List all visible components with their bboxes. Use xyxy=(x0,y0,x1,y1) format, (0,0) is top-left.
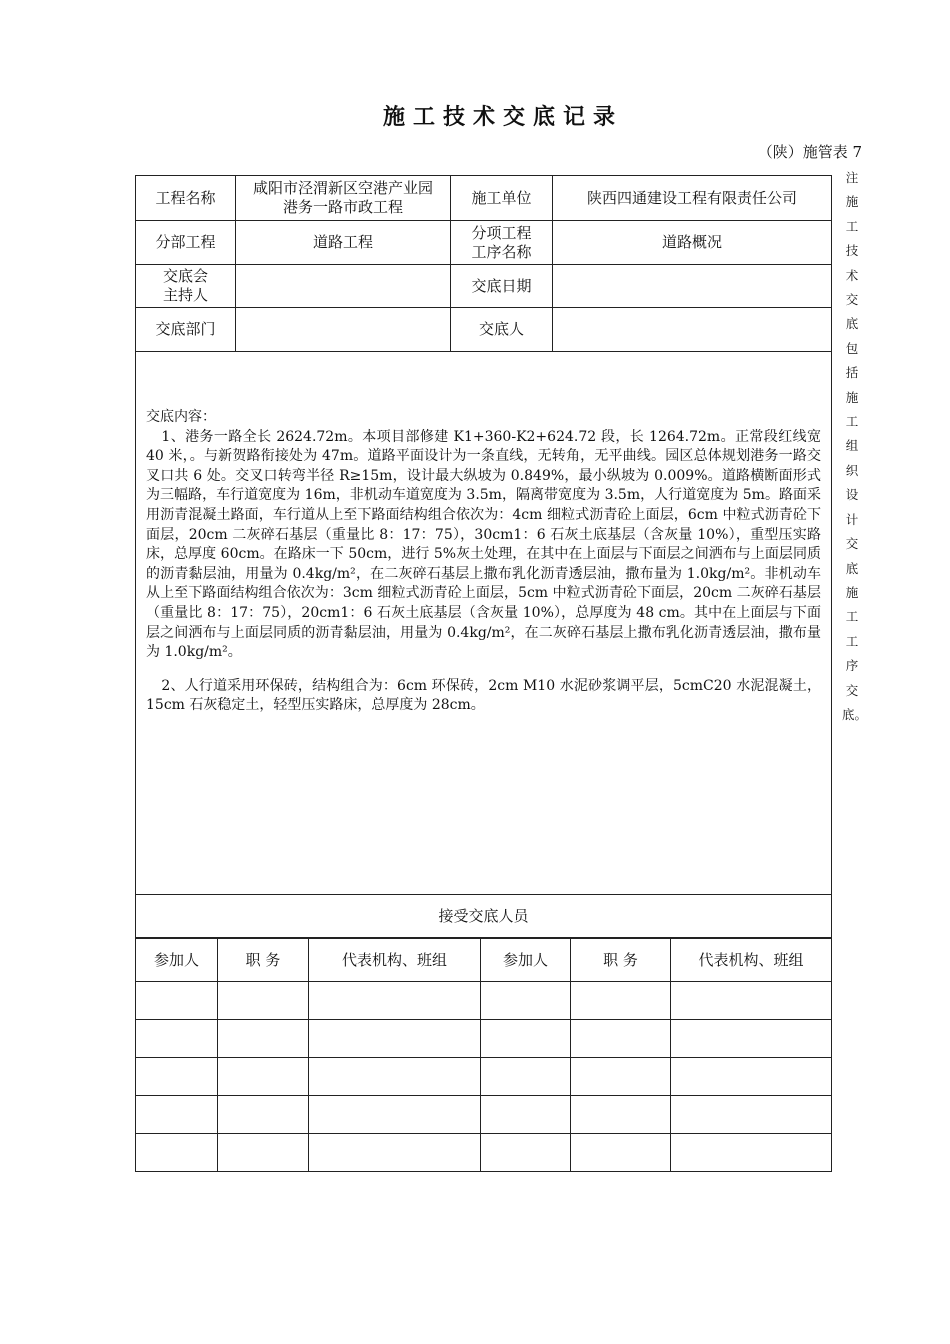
date-value[interactable] xyxy=(553,265,832,308)
recipients-section-label: 接受交底人员 xyxy=(136,895,832,939)
table-row xyxy=(136,895,832,939)
table-row xyxy=(136,1134,832,1172)
project-name-label: 工程名称 xyxy=(136,176,236,221)
position-cell[interactable] xyxy=(218,1020,309,1058)
table-row xyxy=(136,982,832,1020)
department-value[interactable] xyxy=(236,308,451,352)
table-row xyxy=(136,1058,832,1096)
content-paragraph-2: 2、人行道采用环保砖，结构组合为：6cm 环保砖，2cm M10 水泥砂浆调平层，5cmC20 水泥混凝土，15cm 石灰稳定土，轻型压实路床，总厚度为 28cm。 xyxy=(146,677,821,714)
organization-cell[interactable] xyxy=(309,1058,481,1096)
organization-cell[interactable] xyxy=(671,1058,832,1096)
header-organization: 代表机构、班组 xyxy=(309,938,481,982)
table-row xyxy=(136,1020,832,1058)
participant-cell[interactable] xyxy=(136,982,218,1020)
department-label: 交底部门 xyxy=(136,308,236,352)
header-position: 职 务 xyxy=(218,938,309,982)
sub-project-label: 分部工程 xyxy=(136,221,236,265)
organization-cell[interactable] xyxy=(309,1096,481,1134)
participant-cell[interactable] xyxy=(481,1096,571,1134)
construction-unit-value[interactable]: 陕西四通建设工程有限责任公司 xyxy=(553,176,832,221)
host-label: 交底会主持人 xyxy=(136,265,236,308)
position-cell[interactable] xyxy=(571,982,671,1020)
organization-cell[interactable] xyxy=(671,982,832,1020)
recipients-table xyxy=(135,937,832,1172)
participant-cell[interactable] xyxy=(481,982,571,1020)
position-cell[interactable] xyxy=(218,1134,309,1172)
organization-cell[interactable] xyxy=(671,1096,832,1134)
participant-cell[interactable] xyxy=(136,1134,218,1172)
page-title: 施工技术交底记录 xyxy=(382,104,623,130)
recipients-header-row xyxy=(136,938,832,982)
position-cell[interactable] xyxy=(218,982,309,1020)
participant-cell[interactable] xyxy=(481,1134,571,1172)
sub-project-value[interactable]: 道路工程 xyxy=(236,221,451,265)
participant-cell[interactable] xyxy=(136,1058,218,1096)
participant-cell[interactable] xyxy=(136,1096,218,1134)
sub-item-value[interactable]: 道路概况 xyxy=(553,221,832,265)
participant-cell[interactable] xyxy=(136,1020,218,1058)
position-cell[interactable] xyxy=(571,1058,671,1096)
header-participant: 参加人 xyxy=(136,938,218,982)
position-cell[interactable] xyxy=(218,1096,309,1134)
table-row xyxy=(136,221,832,265)
organization-cell[interactable] xyxy=(671,1020,832,1058)
project-name-value[interactable]: 咸阳市泾渭新区空港产业园港务一路市政工程 xyxy=(236,176,451,221)
content-paragraph-1: 1、港务一路全长 2624.72m。本项目部修建 K1+360-K2+624.72 段，长 1264.72m。正常段红线宽 40 米，。与新贺路衔接处为 47m。道路平面设计为一条直线，无转角，无平曲线。园区总体规划港务一路交叉口共 6 处。交叉口转弯半径 R≥15m，设计最大纵坡为 0.849%，最小纵坡为 0.009%。道路横断面形式为三幅路，车行道宽度为 16m，非机动车道宽度为 3.5m，隔离带宽度为 3.5m，人行道宽度为 5m。路面采用沥青混凝土路面，车行道从上至下路面结构组合依次为：4cm 细粒式沥青砼上面层，6cm 中粒式沥青砼下面层，20cm 二灰碎石基层（重量比 8：17：75），30cm1：6 石灰土底基层（含灰量 10%），重型压实路床，总厚度 60cm。在路床一下 50cm，进行 5%灰土处理，在其中在上面层与下面层之间洒布与上面层同质的沥青黏层油，用量为 0.4kg/m²，在二灰碎石基层上撒布乳化沥青透层油，撒布量为 1.0kg/m²。非机动车从上至下路面结构组合依次为：3cm 细粒式沥青砼上面层，5cm 中粒式沥青砼下面层，20cm 二灰碎石基层（重量比 8：17：75），20cm1：6 石灰土底基层（含灰量 10%），总厚度为 48 cm。其中在上面层与下面层之间洒布与上面层同质的沥青黏层油，用量为 0.4kg/m²，在二灰碎石基层上撒布乳化沥青透层油，撒布量为 1.0kg/m²。 xyxy=(146,428,821,661)
position-cell[interactable] xyxy=(571,1096,671,1134)
content-row xyxy=(136,352,832,895)
position-cell[interactable] xyxy=(571,1020,671,1058)
content-cell[interactable] xyxy=(136,352,832,895)
host-value[interactable] xyxy=(236,265,451,308)
date-label: 交底日期 xyxy=(451,265,553,308)
header-participant-2: 参加人 xyxy=(481,938,571,982)
table-row xyxy=(136,265,832,308)
header-position-2: 职 务 xyxy=(571,938,671,982)
position-cell[interactable] xyxy=(218,1058,309,1096)
construction-unit-label: 施工单位 xyxy=(451,176,553,221)
organization-cell[interactable] xyxy=(671,1134,832,1172)
side-note: 注施工技术交底包括施工组织设计交底施工工序交底。 xyxy=(842,170,868,722)
participant-cell[interactable] xyxy=(481,1020,571,1058)
sub-item-label: 分项工程工序名称 xyxy=(451,221,553,265)
position-cell[interactable] xyxy=(571,1134,671,1172)
participant-cell[interactable] xyxy=(481,1058,571,1096)
content-label: 交底内容： xyxy=(146,409,216,425)
person-label: 交底人 xyxy=(451,308,553,352)
header-organization-2: 代表机构、班组 xyxy=(671,938,832,982)
person-value[interactable] xyxy=(553,308,832,352)
organization-cell[interactable] xyxy=(309,1020,481,1058)
organization-cell[interactable] xyxy=(309,982,481,1020)
organization-cell[interactable] xyxy=(309,1134,481,1172)
form-code: （陕）施管表 7 xyxy=(757,143,862,161)
info-table xyxy=(135,175,832,939)
table-row xyxy=(136,308,832,352)
table-row xyxy=(136,176,832,221)
table-row xyxy=(136,1096,832,1134)
